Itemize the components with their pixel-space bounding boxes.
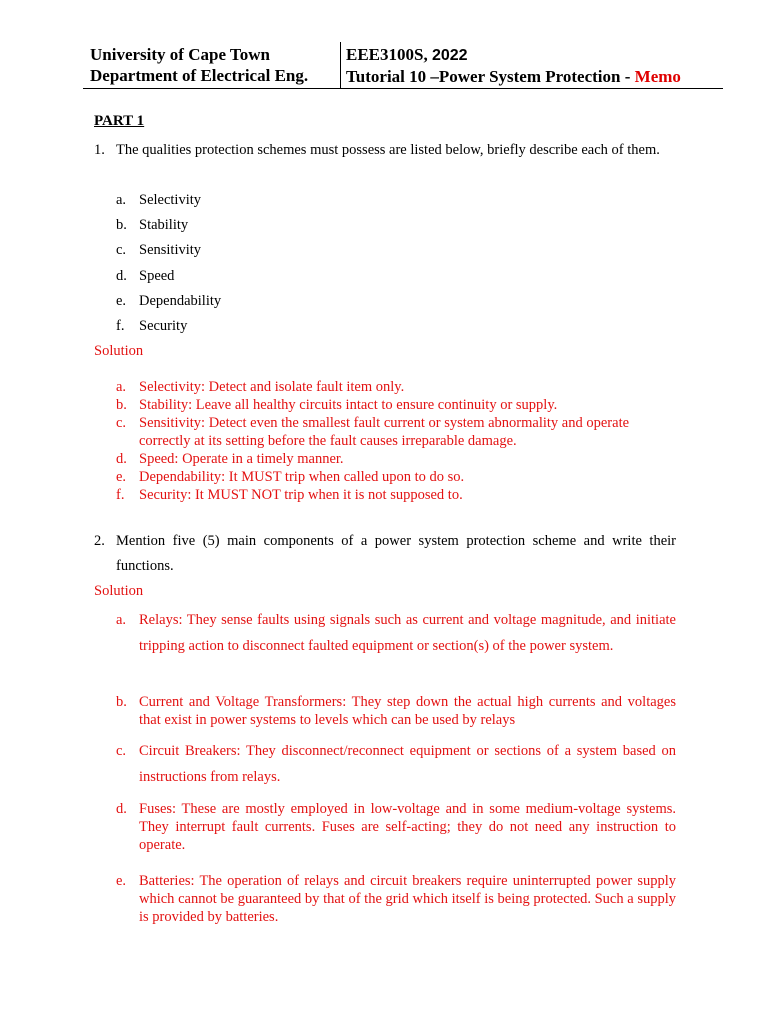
solution-text: Dependability: It MUST trip when called upon to do so.	[139, 469, 465, 485]
solution-item	[116, 450, 676, 468]
solution-letter: d.	[116, 801, 127, 817]
course-line	[346, 44, 726, 66]
question-text: The qualities protection schemes must possess are listed below, briefly describe each of them.	[116, 142, 660, 158]
question-number: 1.	[94, 142, 105, 158]
solution-text: Sensitivity: Detect even the smallest fault current or system abnormality and operate correctly at its setting before the fault causes irreparable damage.	[139, 415, 630, 449]
option-text: Security	[139, 318, 188, 334]
option-letter: b.	[116, 217, 127, 233]
part-heading: PART 1	[94, 113, 145, 129]
option-letter: a.	[116, 192, 127, 208]
solution-letter: c.	[116, 743, 127, 759]
course-year: 2022	[431, 47, 468, 64]
solution-text: Speed: Operate in a timely manner.	[139, 451, 344, 467]
header-divider	[340, 42, 341, 88]
option-letter: d.	[116, 268, 127, 284]
question-number: 2.	[94, 533, 105, 549]
solution-item	[116, 378, 676, 396]
solution-list-1	[116, 378, 676, 504]
solution-letter: e.	[116, 873, 127, 889]
option-letter: e.	[116, 293, 127, 309]
option-text: Stability	[139, 217, 189, 233]
solution-item	[116, 486, 676, 504]
solution-text: Relays: They sense faults using signals such as current and voltage magnitude, and initiate tripping action to disconnect faulted equipment or section(s) of the power system.	[139, 612, 676, 654]
department-name: Department of Electrical Eng.	[90, 66, 309, 85]
header-course-info	[346, 44, 726, 87]
solution-text: Security: It MUST NOT trip when it is not supposed to.	[139, 487, 463, 503]
solution-letter: a.	[116, 379, 127, 395]
solution-text: Stability: Leave all healthy circuits intact to ensure continuity or supply.	[139, 397, 558, 413]
solution-letter: e.	[116, 469, 127, 485]
memo-label: Memo	[634, 67, 681, 86]
solution-text: Current and Voltage Transformers: They step down the actual high currents and voltages that exist in power systems to levels which can be used by relays	[139, 694, 676, 728]
tutorial-title: Tutorial 10 –Power System Protection -	[346, 67, 631, 86]
solution-letter: d.	[116, 451, 127, 467]
question-text: Mention five (5) main components of a power system protection scheme and write their functions.	[116, 533, 676, 574]
option-letter: f.	[116, 318, 125, 334]
solution-letter: b.	[116, 397, 127, 413]
course-code: EEE3100S,	[346, 45, 428, 64]
solution-letter: a.	[116, 612, 127, 628]
option-text: Dependability	[139, 293, 222, 309]
solution-text: Batteries: The operation of relays and circuit breakers require uninterrupted power supply which cannot be guaranteed by that of the grid which itself is being protected. Such a supply is provided by batteries.	[139, 873, 676, 925]
solution-item	[116, 396, 676, 414]
tutorial-line	[346, 66, 726, 87]
solution-text: Circuit Breakers: They disconnect/reconnect equipment or sections of a system based on instructions from relays.	[139, 743, 676, 785]
solution-item	[116, 414, 676, 450]
solution-text: Fuses: These are mostly employed in low-voltage and in some medium-voltage systems. They interrupt fault currents. Fuses are self-acting; they do not need any instruction to operate.	[139, 801, 676, 853]
option-text: Speed	[139, 268, 175, 284]
solution-letter: f.	[116, 487, 125, 503]
solution-label-1: Solution	[94, 343, 144, 359]
header-institution	[90, 44, 340, 86]
university-name: University of Cape Town	[90, 45, 270, 64]
solution-text: Selectivity: Detect and isolate fault item only.	[139, 379, 405, 395]
solution-letter: c.	[116, 415, 127, 431]
document-header	[83, 42, 723, 89]
solution-item	[116, 468, 676, 486]
option-text: Selectivity	[139, 192, 202, 208]
solution-letter: b.	[116, 694, 127, 710]
solution-label-2: Solution	[94, 583, 144, 599]
option-text: Sensitivity	[139, 242, 202, 258]
option-letter: c.	[116, 242, 127, 258]
